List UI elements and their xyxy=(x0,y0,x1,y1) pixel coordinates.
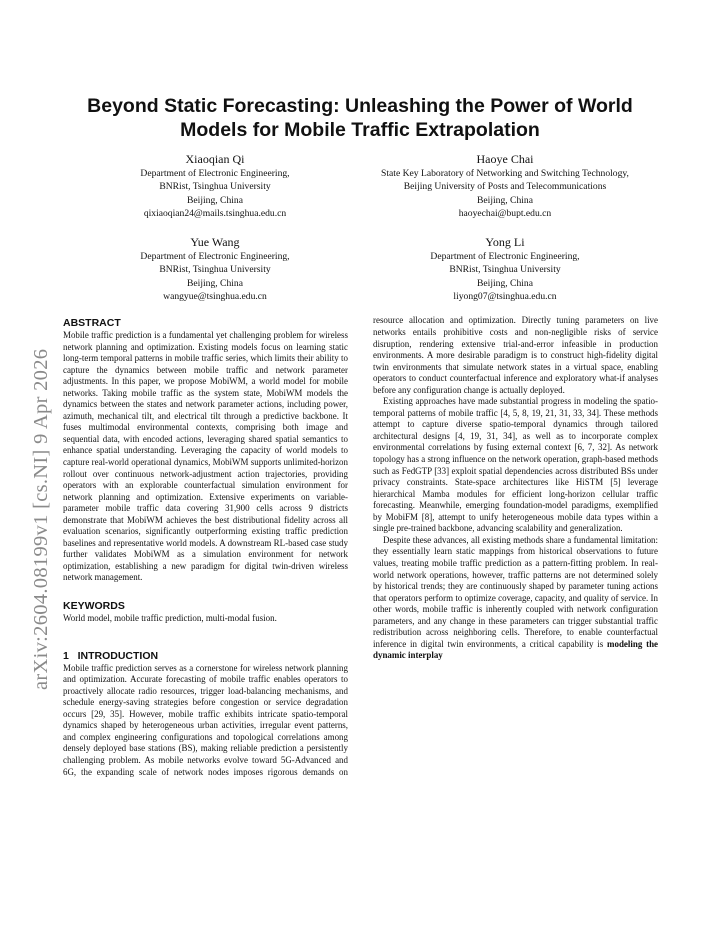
paper-title: Beyond Static Forecasting: Unleashing the Power of World Models for Mobile Traffic Extrapolation xyxy=(87,95,633,141)
introduction-paragraph-1: Mobile traffic prediction serves as a cornerstone for wireless network planning and optimization. Accurate forecasting of mobile traffic enables operators to proactively allocate radio resources, trigger load-balancing mechanisms, and schedule energy-saving strategies before congestion or service degradation occurs [29, 35]. However, mobile traffic exhibits intricate spatio-temporal dynamics shaped by heterogeneous urban activities, irregular event patterns, and complex engineering configurations and topological correlations among densely deployed base stations (BS), making reliable prediction a persistently challenging problem. As mobile networks evolve toward 5G-Advanced and 6G, the expanding scale of network nodes imposes rigorous demands on xyxy=(63,662,348,777)
introduction-heading: 1 INTRODUCTION xyxy=(63,649,159,662)
author-affiliation: State Key Laboratory of Networking and Switching Technology, xyxy=(381,168,629,179)
author-affiliation: Department of Electronic Engineering, xyxy=(430,251,580,262)
author-block-3 xyxy=(110,234,320,303)
author-affiliation: BNRist, Tsinghua University xyxy=(159,264,271,276)
author-name: Xiaoqian Qi xyxy=(185,152,245,166)
introduction-p1-part2-clip xyxy=(373,316,658,396)
author-name: Yong Li xyxy=(485,235,525,249)
author-affiliation: BNRist, Tsinghua University xyxy=(159,181,271,193)
introduction-paragraph-1-continued: resource allocation and optimization. Directly tuning parameters on live networks entails prohibitive costs and non-negligible risks of service disruption, rendering extensive trial-and-error infeasible in production environments. A more desirable paradigm is to construct high-fidelity digital twin environments that simulate network states in a virtual space, enabling operators to conduct counterfactual inference and exploratory what-if analyses before any configuration change is actually deployed. xyxy=(373,316,658,395)
abstract-heading: ABSTRACT xyxy=(63,317,121,329)
author-email: wangyue@tsinghua.edu.cn xyxy=(163,290,267,302)
author-email: haoyechai@bupt.edu.cn xyxy=(458,207,552,219)
author-location: Beijing, China xyxy=(187,194,243,206)
arxiv-identifier-stamp xyxy=(16,270,52,690)
left-column xyxy=(63,316,348,779)
author-name: Haoye Chai xyxy=(476,152,534,166)
abstract-text: Mobile traffic prediction is a fundamental yet challenging problem for wireless network planning and optimization. Existing models focus on learning static long-term temporal patterns in mobile traffic series, which limits their ability to capture the dynamics between mobile traffic and network parameter adjustments. In this paper, we propose MobiWM, a world model for mobile networks. Taking mobile traffic as the system state, MobiWM models the dynamics between the states and network parameter actions, including power, azimuth, mechanical tilt, and electrical tilt through a predictive backbone. It fuses multimodal environmental contexts, comprising both image and sequential data, with encoded actions, leveraging shared spatial semantics to enhance spatial understanding. Leveraging the capacity of world models to capture real-world operational dynamics, MobiWM supports unlimited-horizon rollout over continuous network-adjustment action trajectories, providing operators with an explorable counterfactual simulation environment for network planning and optimization. Extensive experiments on variable-parameter mobile traffic data covering 31,900 cells across 9 districts demonstrate that MobiWM achieves the best distributional fidelity across all evaluation scenarios, significantly outperforming existing traffic prediction baselines and representative world models. A downstream RL-based case study further validates MobiWM as a simulation environment for network optimization, establishing a new paradigm for digital twin-driven wireless network management. xyxy=(63,330,348,583)
author-block-1 xyxy=(110,151,320,220)
introduction-paragraph-3-bold: modeling the dynamic interplay xyxy=(373,638,659,661)
right-column xyxy=(373,316,658,662)
arxiv-identifier-text: arXiv:2604.08199v1 [cs.NI] 9 Apr 2026 xyxy=(30,348,52,690)
introduction-p1-part1-clip xyxy=(63,663,348,779)
author-location: Beijing, China xyxy=(477,277,533,289)
author-affiliation: Department of Electronic Engineering, xyxy=(140,168,290,179)
author-affiliation: Department of Electronic Engineering, xyxy=(140,251,290,262)
keywords-text: World model, mobile traffic prediction, multi-modal fusion. xyxy=(63,613,277,624)
author-block-4 xyxy=(400,234,610,303)
author-name: Yue Wang xyxy=(190,235,240,249)
author-affiliation: BNRist, Tsinghua University xyxy=(449,264,561,276)
author-email: qixiaoqian24@mails.tsinghua.edu.cn xyxy=(143,207,287,219)
author-affiliation: Beijing University of Posts and Telecommunications xyxy=(403,181,607,193)
author-location: Beijing, China xyxy=(477,194,533,206)
introduction-paragraph-3-text: Despite these advances, all existing methods share a fundamental limitation: they essentially learn static mappings from historical observations to future values, treating mobile traffic prediction as a pattern-fitting problem. In real-world network operations, however, traffic patterns are not determined solely by historical trends; they are continuously shaped by parameter tuning actions that operators perform to optimize coverage, capacity, and quality of service. In other words, mobile traffic is inherently coupled with network configuration parameters, and any change in these parameters can trigger substantial traffic redistribution across neighboring cells. Therefore, to enable counterfactual inference in digital twin environments, a critical capability is xyxy=(373,534,658,649)
keywords-heading: KEYWORDS xyxy=(63,600,125,613)
introduction-paragraph-2: Existing approaches have made substantial progress in modeling the spatio-temporal patterns of mobile traffic [4, 5, 8, 19, 21, 31, 33, 34]. These methods attempt to capture diverse spatio-temporal dynamics through tailored architectural designs [4, 19, 31, 34], as well as to incorporate complex environmental correlations by fusing external context [6, 7, 32]. As network topology has a strong influence on the network operation, graph-based methods such as FedGTP [33] exploit spatial dependencies across distributed BSs under privacy constraints. State-space architectures like HiSTM [5] leverage hierarchical Mamba modules for efficient long-horizon cellular traffic forecasting. Meanwhile, emerging foundation-model paradigms, exemplified by MobiFM [8], attempt to unify heterogeneous mobile data types within a single pre-trained backbone, advancing scalability and generalization. xyxy=(373,396,658,534)
author-block-2 xyxy=(355,151,655,220)
author-location: Beijing, China xyxy=(187,277,243,289)
introduction-paragraph-3 xyxy=(373,535,658,662)
author-email: liyong07@tsinghua.edu.cn xyxy=(453,290,557,302)
